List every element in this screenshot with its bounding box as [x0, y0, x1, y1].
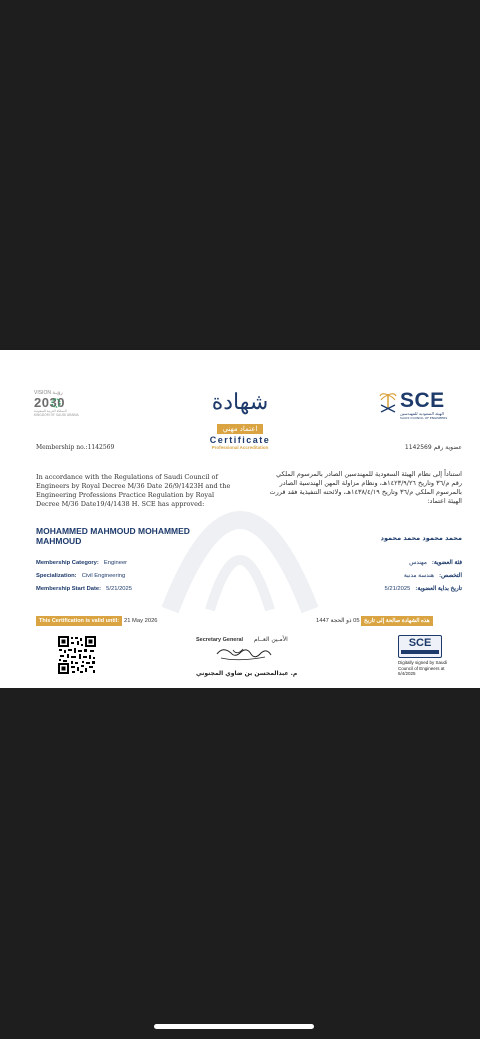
category-ar: فئة العضوية: مهندس [409, 560, 462, 566]
digital-stamp: SCE [398, 635, 442, 658]
category-en: Membership Category: Engineer [36, 560, 128, 566]
qr-code [57, 635, 97, 675]
title-english: Certificate [209, 435, 271, 445]
validity-value-en: 21 May 2026 [124, 618, 158, 624]
green-rosette-icon [51, 398, 61, 408]
secretary-name-ar: م. عبدالمحسن بن ضاوي المجنوني [196, 670, 298, 677]
intro-paragraph-ar: استناداً إلى نظام الهيئة السعودية للمهندسين الصادر بالمرسوم الملكي رقم م/٣٦ وتاريخ ١٤٢٣/٩/٢٦هـ، ونظام مزاولة المهن الهندسية الصادر بالمرسوم الملكي م/٣٦ وتاريخ ١٤٣٨/٤/١٩هـ، ولائحته التنفيذية فقد قررت الهيئة اعتماد: [269, 470, 462, 505]
intro-paragraph-en: In accordance with the Regulations of Saudi Council of Engineers by Royal Decree M/36 Date 26/9/1423H and the Engineering Professions Practice Regulation by Royal Decree M/36 Date19/4/1438 H. SCE has approved: [36, 473, 231, 508]
subtitle-english: Professional Accreditation [211, 445, 269, 450]
digital-signature-text: Digitally signed by Saudi Council of Engineers at 6/4/2025 [398, 660, 448, 676]
home-indicator[interactable] [154, 1024, 314, 1029]
palm-swords-emblem [378, 390, 398, 416]
certificate-title-block [190, 390, 290, 451]
vision-2030-logo: VISION رؤيـة 2030 المملكة العربية السعودية KINGDOM OF SAUDI ARABIA [34, 390, 79, 417]
specialization-ar: التخصص: هندسة مدنية [403, 573, 462, 579]
holder-name-ar: محمد محمود محمد محمود [380, 534, 462, 542]
subtitle-arabic: اعتماد مهني [217, 424, 264, 434]
start-date-ar: تاريخ بداية العضوية: 5/21/2025 [384, 586, 462, 592]
validity-label-en: This Certification is valid until: [36, 616, 122, 626]
signature-scribble [213, 644, 275, 664]
start-date-en: Membership Start Date: 5/21/2025 [36, 586, 132, 592]
holder-name-en: MOHAMMED MAHMOUD MOHAMMED MAHMOUD [36, 526, 190, 546]
specialization-en: Specialization: Civil Engineering [36, 573, 126, 579]
validity-value-ar: 05 ذو الحجة 1447 [316, 618, 360, 624]
membership-number-en: Membership no.:1142569 [36, 444, 115, 451]
certificate [0, 350, 480, 688]
membership-number-ar: عضوية رقم 1142569 [404, 444, 462, 451]
sce-logo: SCE الهيئة السعودية للمهندسين SAUDI COUNCIL OF ENGINEERS [378, 390, 462, 424]
title-arabic: شهادة [211, 390, 269, 415]
secretary-title-ar: الأمـين العــام [254, 636, 288, 643]
secretary-title-en: Secretary General [196, 637, 244, 643]
validity-label-ar: هذه الشهادة صالحة إلى تاريخ [361, 616, 433, 626]
